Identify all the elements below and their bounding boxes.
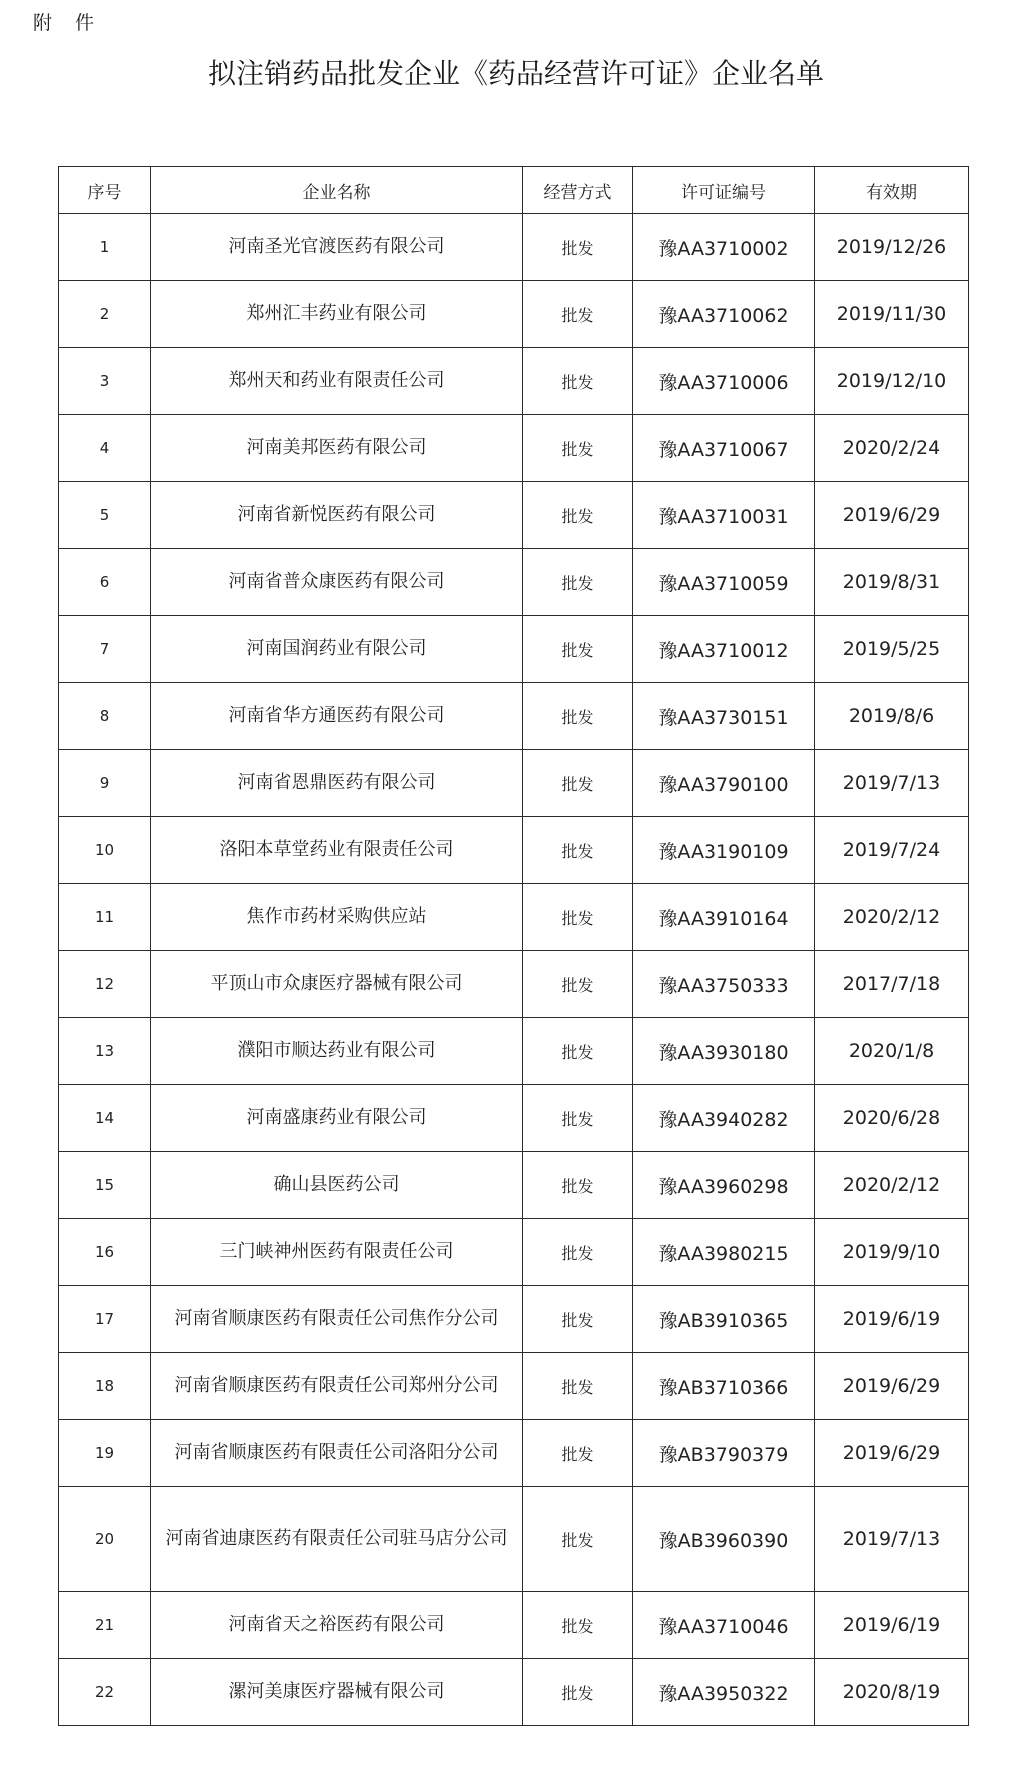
expiry-date-cell: 2019/5/25 [815, 616, 969, 683]
table-row [59, 348, 969, 415]
table-row [59, 415, 969, 482]
expiry-date-cell: 2019/7/13 [815, 1487, 969, 1592]
table-row [59, 683, 969, 750]
company-name-cell: 郑州汇丰药业有限公司 [151, 281, 523, 348]
business-mode-cell: 批发 [523, 1286, 633, 1353]
business-mode-cell: 批发 [523, 1487, 633, 1592]
business-mode-cell: 批发 [523, 616, 633, 683]
table-row [59, 1286, 969, 1353]
table-row [59, 1219, 969, 1286]
company-name-cell: 河南省新悦医药有限公司 [151, 482, 523, 549]
company-name-cell: 河南国润药业有限公司 [151, 616, 523, 683]
license-number-cell: 豫AA3950322 [633, 1659, 815, 1726]
business-mode-cell: 批发 [523, 214, 633, 281]
header-expiry-date: 有效期 [815, 167, 969, 214]
license-number-cell: 豫AA3790100 [633, 750, 815, 817]
table-row [59, 214, 969, 281]
company-table [58, 166, 969, 1726]
business-mode-cell: 批发 [523, 348, 633, 415]
expiry-date-cell: 2019/9/10 [815, 1219, 969, 1286]
company-name-cell: 河南圣光官渡医药有限公司 [151, 214, 523, 281]
row-number-cell: 9 [59, 750, 151, 817]
expiry-date-cell: 2020/1/8 [815, 1018, 969, 1085]
table-row [59, 1353, 969, 1420]
row-number-cell: 22 [59, 1659, 151, 1726]
expiry-date-cell: 2019/8/6 [815, 683, 969, 750]
row-number-cell: 6 [59, 549, 151, 616]
business-mode-cell: 批发 [523, 1420, 633, 1487]
table-row [59, 951, 969, 1018]
row-number-cell: 20 [59, 1487, 151, 1592]
license-number-cell: 豫AA3730151 [633, 683, 815, 750]
company-name-cell: 河南省顺康医药有限责任公司郑州分公司 [151, 1353, 523, 1420]
row-number-cell: 3 [59, 348, 151, 415]
license-number-cell: 豫AA3190109 [633, 817, 815, 884]
row-number-cell: 11 [59, 884, 151, 951]
business-mode-cell: 批发 [523, 549, 633, 616]
company-name-cell: 河南美邦医药有限公司 [151, 415, 523, 482]
license-number-cell: 豫AA3710031 [633, 482, 815, 549]
expiry-date-cell: 2019/8/31 [815, 549, 969, 616]
table-row [59, 549, 969, 616]
expiry-date-cell: 2019/12/10 [815, 348, 969, 415]
row-number-cell: 14 [59, 1085, 151, 1152]
business-mode-cell: 批发 [523, 1018, 633, 1085]
business-mode-cell: 批发 [523, 1659, 633, 1726]
table-row [59, 281, 969, 348]
expiry-date-cell: 2020/6/28 [815, 1085, 969, 1152]
table-row [59, 1085, 969, 1152]
company-name-cell: 平顶山市众康医疗器械有限公司 [151, 951, 523, 1018]
expiry-date-cell: 2019/7/13 [815, 750, 969, 817]
header-business-mode: 经营方式 [523, 167, 633, 214]
license-number-cell: 豫AA3930180 [633, 1018, 815, 1085]
row-number-cell: 8 [59, 683, 151, 750]
table-row [59, 616, 969, 683]
business-mode-cell: 批发 [523, 817, 633, 884]
license-number-cell: 豫AB3910365 [633, 1286, 815, 1353]
license-number-cell: 豫AA3710059 [633, 549, 815, 616]
row-number-cell: 21 [59, 1592, 151, 1659]
attachment-label: 附 件 [33, 12, 97, 34]
business-mode-cell: 批发 [523, 1353, 633, 1420]
business-mode-cell: 批发 [523, 1219, 633, 1286]
license-number-cell: 豫AA3710046 [633, 1592, 815, 1659]
header-company-name: 企业名称 [151, 167, 523, 214]
row-number-cell: 13 [59, 1018, 151, 1085]
table-row [59, 1592, 969, 1659]
company-name-cell: 河南省天之裕医药有限公司 [151, 1592, 523, 1659]
table-row [59, 1018, 969, 1085]
expiry-date-cell: 2019/7/24 [815, 817, 969, 884]
table-row [59, 817, 969, 884]
license-number-cell: 豫AA3960298 [633, 1152, 815, 1219]
table-row [59, 884, 969, 951]
license-number-cell: 豫AA3710067 [633, 415, 815, 482]
document-title: 拟注销药品批发企业《药品经营许可证》企业名单 [207, 57, 824, 90]
business-mode-cell: 批发 [523, 1152, 633, 1219]
header-no: 序号 [59, 167, 151, 214]
business-mode-cell: 批发 [523, 415, 633, 482]
expiry-date-cell: 2019/6/19 [815, 1592, 969, 1659]
table-header-row [59, 167, 969, 214]
company-name-cell: 焦作市药材采购供应站 [151, 884, 523, 951]
row-number-cell: 4 [59, 415, 151, 482]
expiry-date-cell: 2019/11/30 [815, 281, 969, 348]
business-mode-cell: 批发 [523, 750, 633, 817]
header-license-number: 许可证编号 [633, 167, 815, 214]
business-mode-cell: 批发 [523, 683, 633, 750]
license-number-cell: 豫AA3710062 [633, 281, 815, 348]
company-name-cell: 濮阳市顺达药业有限公司 [151, 1018, 523, 1085]
company-name-cell: 河南省顺康医药有限责任公司焦作分公司 [151, 1286, 523, 1353]
table-row [59, 482, 969, 549]
company-name-cell: 三门峡神州医药有限责任公司 [151, 1219, 523, 1286]
company-name-cell: 确山县医药公司 [151, 1152, 523, 1219]
row-number-cell: 17 [59, 1286, 151, 1353]
company-name-cell: 河南省华方通医药有限公司 [151, 683, 523, 750]
row-number-cell: 12 [59, 951, 151, 1018]
company-name-cell: 河南省恩鼎医药有限公司 [151, 750, 523, 817]
expiry-date-cell: 2019/6/29 [815, 1420, 969, 1487]
license-number-cell: 豫AA3710012 [633, 616, 815, 683]
row-number-cell: 19 [59, 1420, 151, 1487]
company-name-cell: 河南省普众康医药有限公司 [151, 549, 523, 616]
row-number-cell: 5 [59, 482, 151, 549]
business-mode-cell: 批发 [523, 1592, 633, 1659]
business-mode-cell: 批发 [523, 951, 633, 1018]
company-name-cell: 河南省顺康医药有限责任公司洛阳分公司 [151, 1420, 523, 1487]
license-number-cell: 豫AA3710006 [633, 348, 815, 415]
license-number-cell: 豫AA3910164 [633, 884, 815, 951]
license-number-cell: 豫AA3710002 [633, 214, 815, 281]
row-number-cell: 1 [59, 214, 151, 281]
table-row [59, 750, 969, 817]
company-name-cell: 河南省迪康医药有限责任公司驻马店分公司 [151, 1487, 523, 1592]
business-mode-cell: 批发 [523, 482, 633, 549]
expiry-date-cell: 2020/2/12 [815, 1152, 969, 1219]
row-number-cell: 18 [59, 1353, 151, 1420]
license-number-cell: 豫AA3940282 [633, 1085, 815, 1152]
license-number-cell: 豫AB3710366 [633, 1353, 815, 1420]
expiry-date-cell: 2019/6/29 [815, 482, 969, 549]
row-number-cell: 2 [59, 281, 151, 348]
table-row [59, 1659, 969, 1726]
business-mode-cell: 批发 [523, 884, 633, 951]
license-number-cell: 豫AB3960390 [633, 1487, 815, 1592]
company-name-cell: 漯河美康医疗器械有限公司 [151, 1659, 523, 1726]
license-number-cell: 豫AA3980215 [633, 1219, 815, 1286]
expiry-date-cell: 2017/7/18 [815, 951, 969, 1018]
row-number-cell: 10 [59, 817, 151, 884]
expiry-date-cell: 2020/2/24 [815, 415, 969, 482]
expiry-date-cell: 2019/12/26 [815, 214, 969, 281]
license-number-cell: 豫AB3790379 [633, 1420, 815, 1487]
business-mode-cell: 批发 [523, 281, 633, 348]
business-mode-cell: 批发 [523, 1085, 633, 1152]
company-name-cell: 河南盛康药业有限公司 [151, 1085, 523, 1152]
company-name-cell: 洛阳本草堂药业有限责任公司 [151, 817, 523, 884]
expiry-date-cell: 2019/6/29 [815, 1353, 969, 1420]
license-number-cell: 豫AA3750333 [633, 951, 815, 1018]
expiry-date-cell: 2019/6/19 [815, 1286, 969, 1353]
company-name-cell: 郑州天和药业有限责任公司 [151, 348, 523, 415]
expiry-date-cell: 2020/2/12 [815, 884, 969, 951]
table-row [59, 1152, 969, 1219]
row-number-cell: 16 [59, 1219, 151, 1286]
expiry-date-cell: 2020/8/19 [815, 1659, 969, 1726]
table-row [59, 1487, 969, 1592]
row-number-cell: 7 [59, 616, 151, 683]
table-row [59, 1420, 969, 1487]
table-body [59, 214, 969, 1726]
row-number-cell: 15 [59, 1152, 151, 1219]
